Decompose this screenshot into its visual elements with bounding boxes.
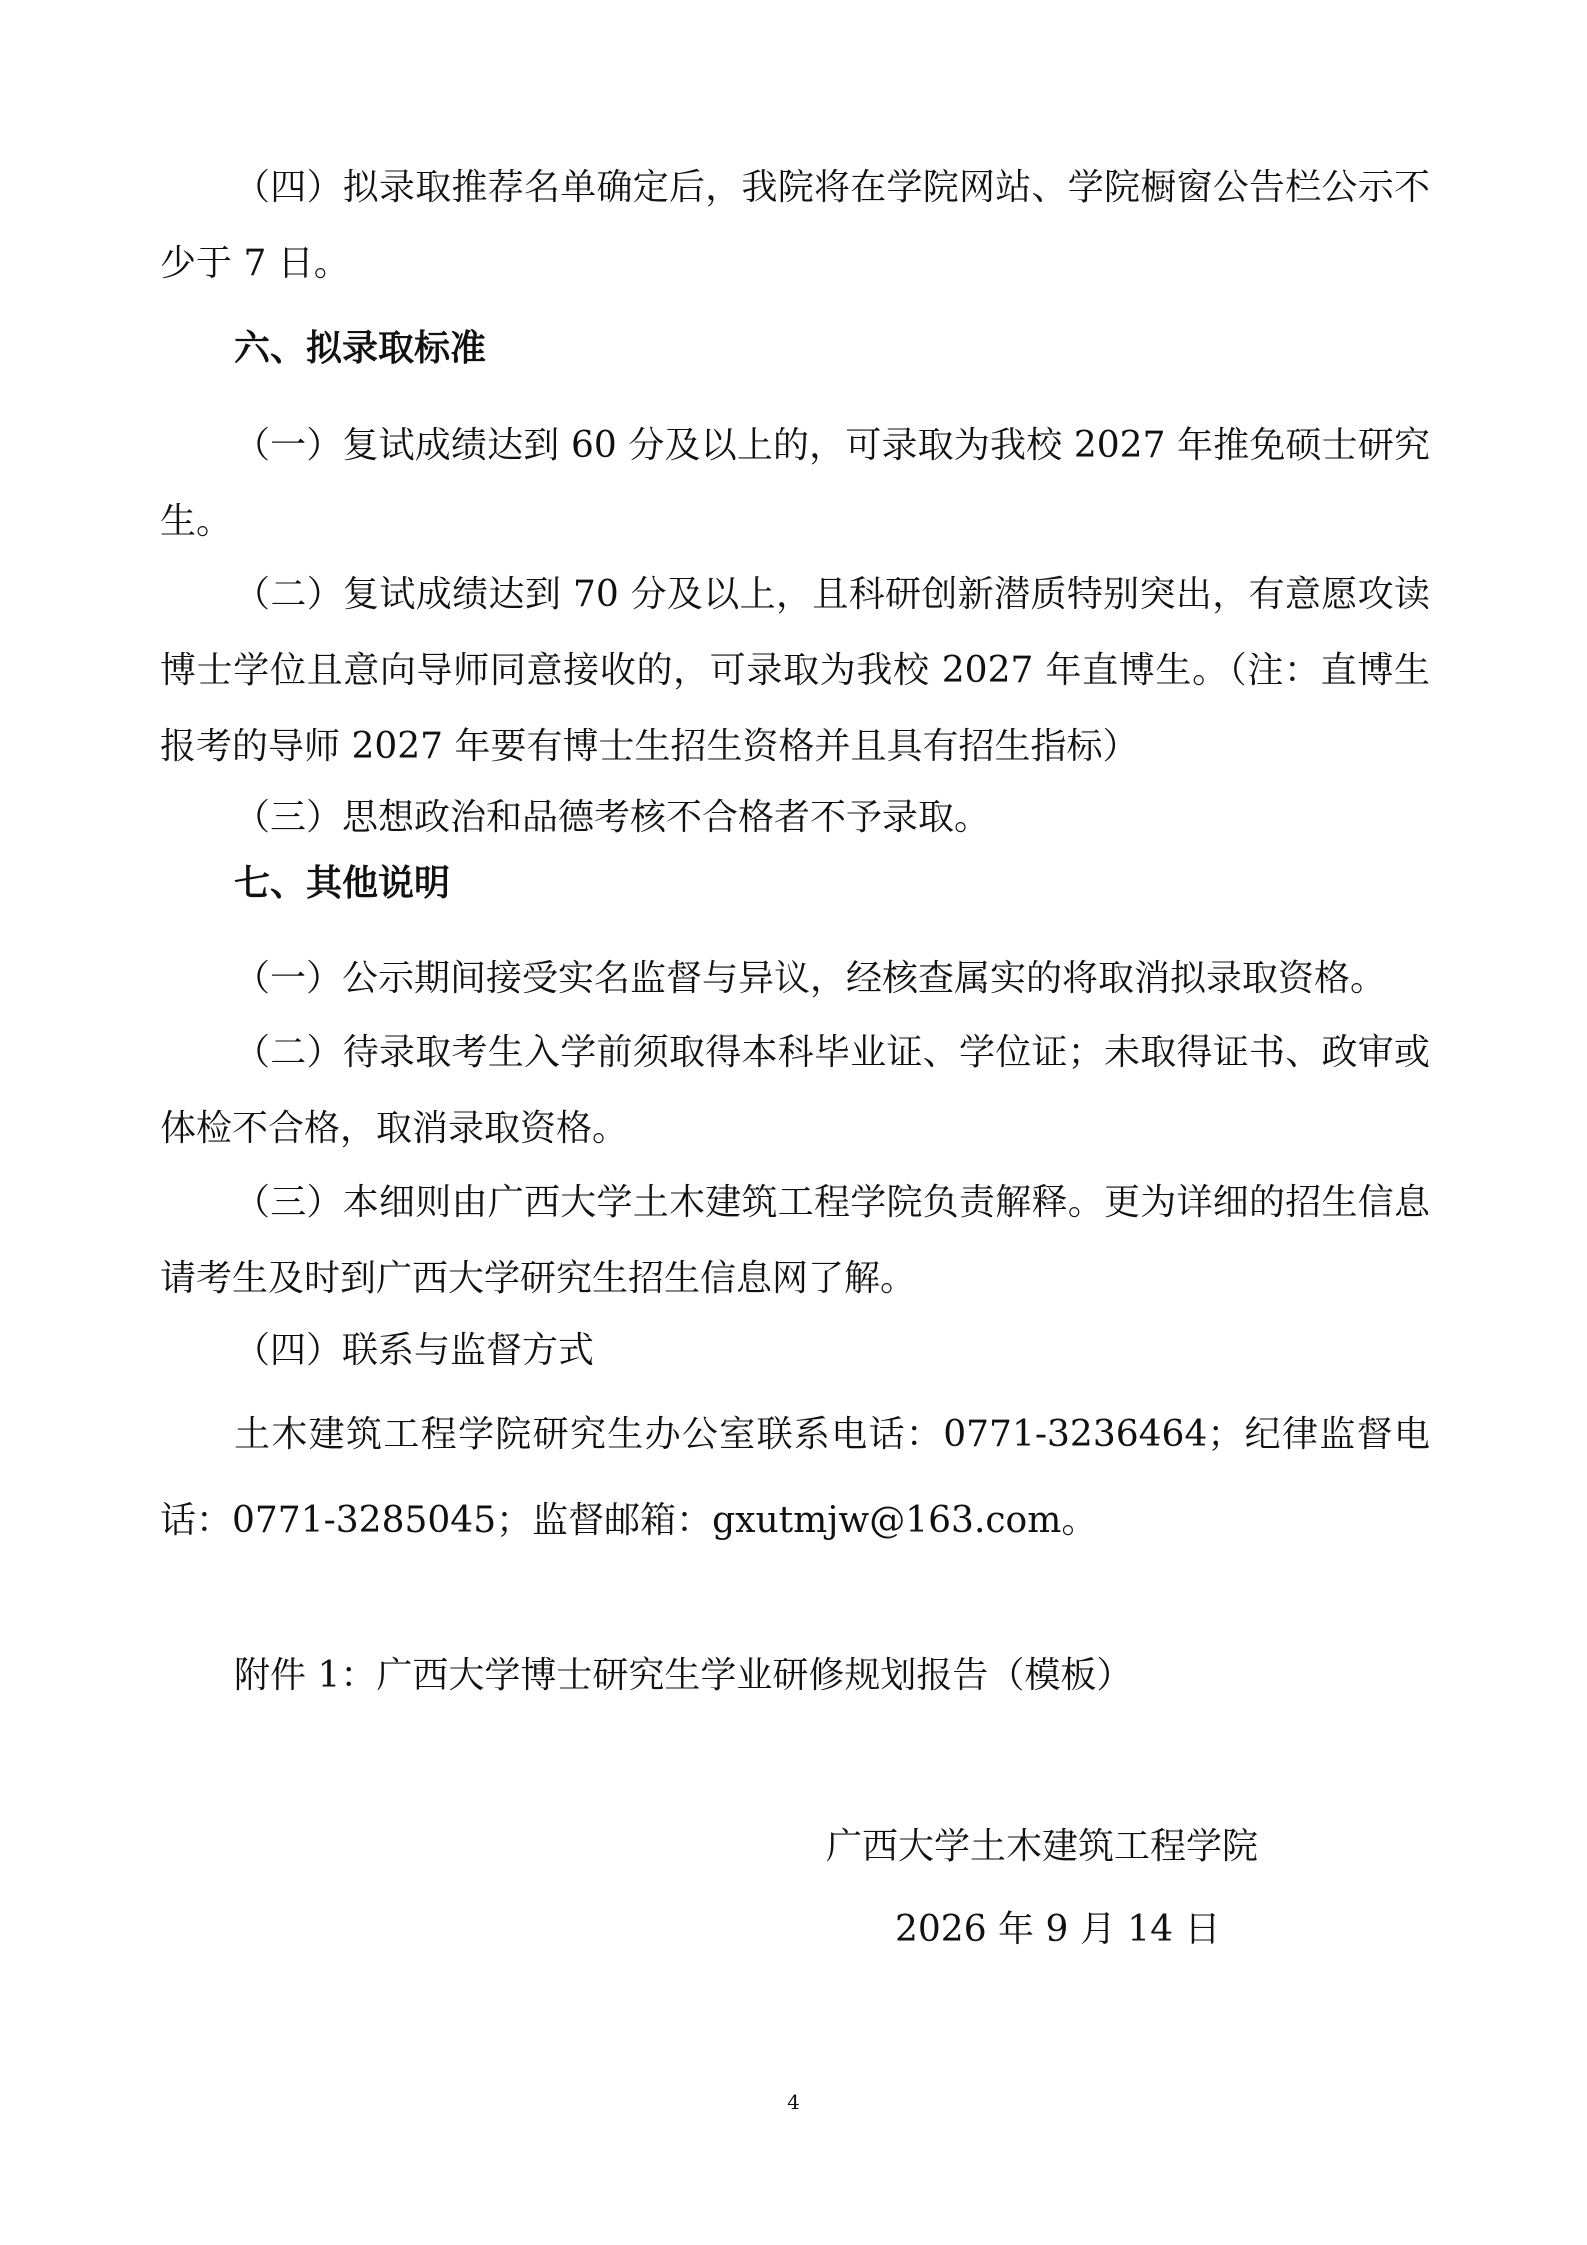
section7-item2: （二）待录取考生入学前须取得本科毕业证、学位证；未取得证书、政审或体检不合格，取消录取资格。 [160,1032,1430,1149]
section6-heading: 六、拟录取标准 [234,327,487,369]
page-number: 4 [787,2090,800,2114]
section6-item2: （二）复试成绩达到 70 分及以上，且科研创新潜质特别突出，有意愿攻读博士学位且意向导师同意接收的，可录取为我校 2027 年直博生。（注：直博生报考的导师 2027 年要有博士生招生资格并且具有招生指标） [160,574,1430,767]
section6-item1: （一）复试成绩达到 60 分及以上的，可录取为我校 2027 年推免硕士研究生。 [160,425,1430,542]
section5-item4: （四）拟录取推荐名单确定后，我院将在学院网站、学院橱窗公告栏公示不少于 7 日。 [160,167,1430,284]
section7-item3: （三）本细则由广西大学土木建筑工程学院负责解释。更为详细的招生信息请考生及时到广西大学研究生招生信息网了解。 [160,1182,1430,1299]
section7-item1: （一）公示期间接受实名监督与异议，经核查属实的将取消拟录取资格。 [234,958,1387,999]
section7-item4: （四）联系与监督方式 [234,1330,595,1371]
signature-date: 2026 年 9 月 14 日 [895,1909,1221,1950]
contact-info: 土木建筑工程学院研究生办公室联系电话：0771-3236464；纪律监督电话：0771-3285045；监督邮箱：gxutmjw@163.com。 [160,1414,1430,1541]
section7-heading: 七、其他说明 [234,862,451,904]
attachment-line: 附件 1：广西大学博士研究生学业研修规划报告（模板） [234,1655,1133,1696]
section6-item3: （三）思想政治和品德考核不合格者不予录取。 [234,797,991,838]
signature-org: 广西大学土木建筑工程学院 [826,1826,1259,1867]
